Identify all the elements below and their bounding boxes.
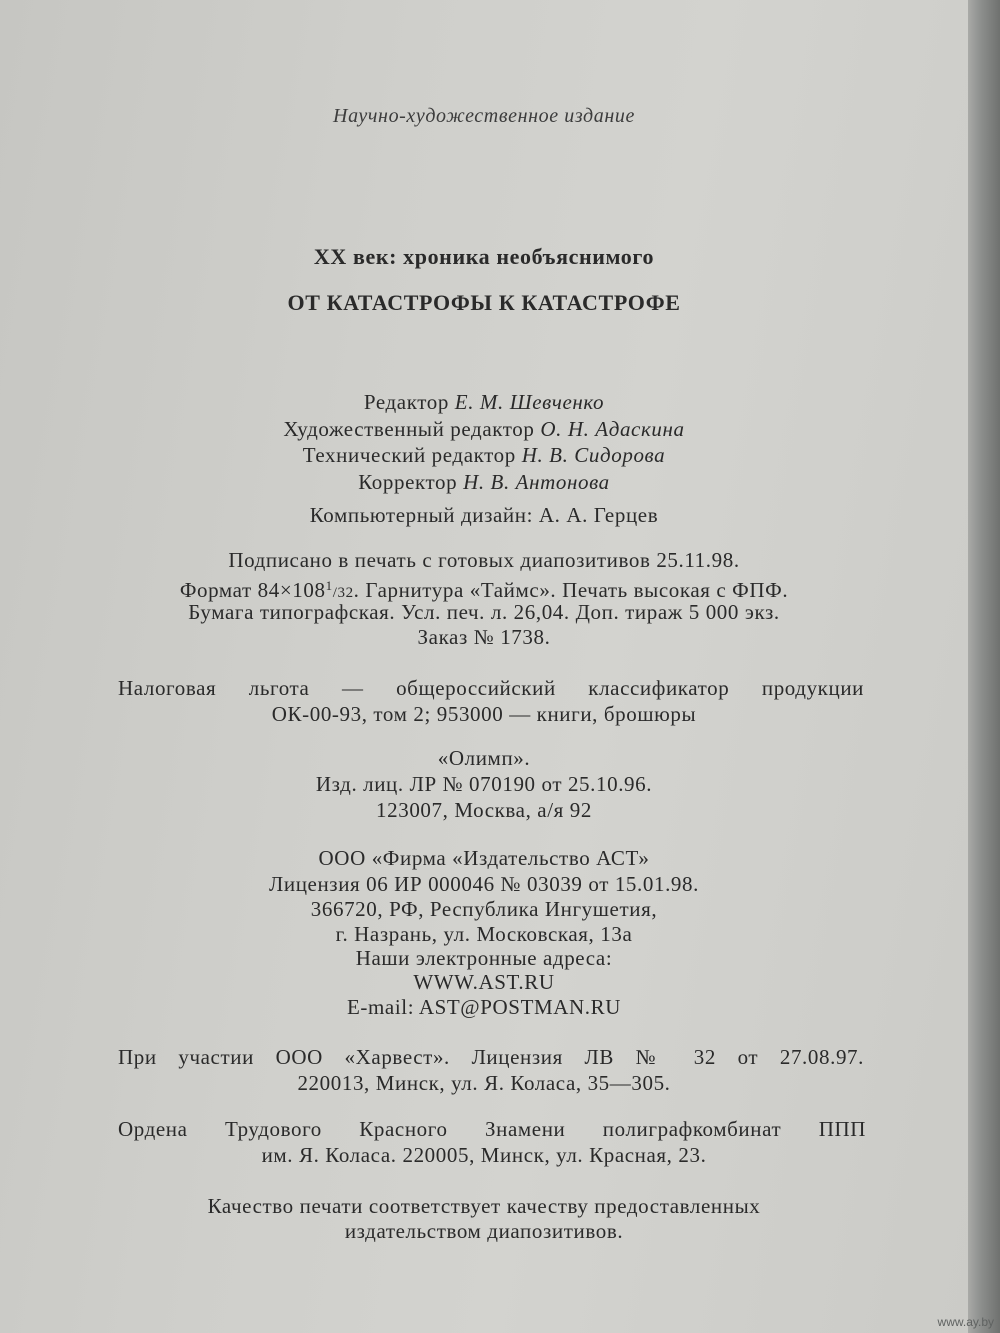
site-watermark: www.ay.by	[937, 1315, 994, 1329]
series-title: XX век: хроника необъяснимого	[313, 244, 655, 269]
harvest-line-1: При участии ООО «Харвест». Лицензия ЛВ № 32 от 27.08.97.	[118, 1045, 864, 1069]
ast-address-1: 366720, РФ, Республика Ингушетия,	[310, 897, 658, 921]
book-title: ОТ КАТАСТРОФЫ К КАТАСТРОФЕ	[287, 290, 681, 315]
ast-license: Лицензия 06 ИР 000046 № 03039 от 15.01.98.	[269, 872, 699, 896]
credit-name: Е. М. Шевченко	[454, 390, 605, 414]
print-format-sup: 1	[325, 578, 333, 593]
ast-emails-label: Наши электронные адреса:	[355, 946, 613, 970]
olimp-address: 123007, Москва, а/я 92	[376, 798, 592, 822]
ast-website: WWW.AST.RU	[413, 970, 555, 994]
print-signed: Подписано в печать с готовых диапозитивов 25.11.98.	[228, 548, 740, 572]
credit-art-editor	[0, 417, 968, 441]
print-format-suffix: . Гарнитура «Таймс». Печать высокая с ФПФ.	[353, 578, 789, 602]
ast-name: ООО «Фирма «Издательство АСТ»	[318, 846, 650, 870]
credit-role: Корректор	[358, 470, 458, 494]
printing-house-line-2: им. Я. Коласа. 220005, Минск, ул. Красная, 23.	[261, 1143, 707, 1167]
genre-label: Научно-художественное издание	[333, 105, 635, 127]
quality-line-2: издательством диапозитивов.	[344, 1219, 624, 1243]
credit-corrector	[0, 470, 968, 494]
credit-role: Художественный редактор	[283, 417, 535, 441]
print-format-prefix: Формат 84×108	[179, 578, 326, 602]
ast-email: E-mail: AST@POSTMAN.RU	[346, 995, 622, 1019]
credit-design: Компьютерный дизайн: А. А. Герцев	[309, 503, 659, 527]
tax-line-1: Налоговая льгота — общероссийский классификатор продукции	[118, 676, 864, 700]
credit-tech-editor	[0, 443, 968, 467]
credit-role: Редактор	[363, 390, 449, 414]
credit-editor	[0, 390, 968, 414]
print-order: Заказ № 1738.	[417, 625, 551, 649]
credit-role: Технический редактор	[302, 443, 516, 467]
quality-line-1: Качество печати соответствует качеству предоставленных	[207, 1194, 761, 1218]
tax-line-2: ОК-00-93, том 2; 953000 — книги, брошюры	[271, 702, 697, 726]
credit-name: Н. В. Антонова	[463, 470, 610, 494]
credit-name: О. Н. Адаскина	[540, 417, 685, 441]
printing-house-line-1: Ордена Трудового Красного Знамени полиграфкомбинат ППП	[118, 1117, 866, 1141]
print-paper: Бумага типографская. Усл. печ. л. 26,04. Доп. тираж 5 000 экз.	[188, 600, 780, 624]
olimp-license: Изд. лиц. ЛР № 070190 от 25.10.96.	[315, 772, 653, 796]
credit-name: Н. В. Сидорова	[521, 443, 666, 467]
olimp-name: «Олимп».	[437, 746, 531, 770]
harvest-line-2: 220013, Минск, ул. Я. Коласа, 35—305.	[297, 1071, 671, 1095]
print-format-sub: /32	[332, 585, 354, 601]
ast-address-2: г. Назрань, ул. Московская, 13а	[335, 922, 633, 946]
adjacent-page-edge	[968, 0, 1000, 1333]
